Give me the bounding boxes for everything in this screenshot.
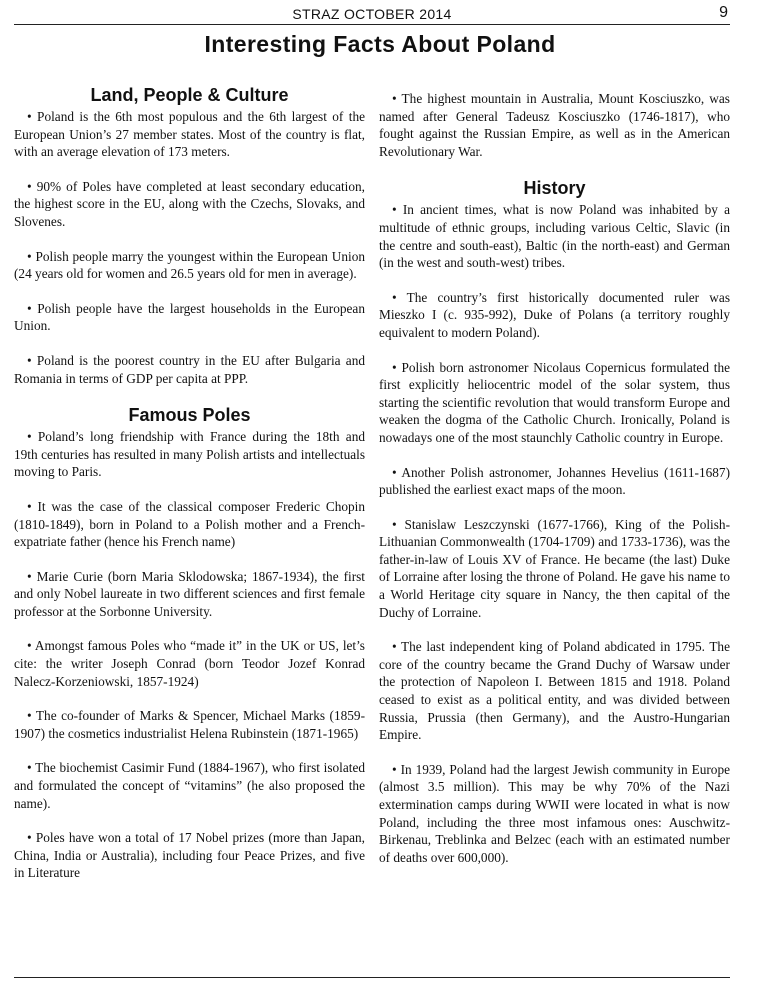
paragraph: • The co-founder of Marks & Spencer, Michael Marks (1859-1907) the cosmetics industrialist Helena Rubinstein (1871-1965): [14, 708, 365, 741]
paragraph: • The country’s first historically documented ruler was Mieszko I (c. 935-992), Duke of Polans (a territory roughly equivalent to modern Poland).: [379, 289, 730, 340]
paragraph: • Stanislaw Leszczynski (1677-1766), King of the Polish-Lithuanian Commonwealth (1704-1709) and 1733-1736), was the father-in-law of Louis XV of France. He became (the last) Duke of Lorraine after losing the throne of Poland. He gave his name to a World Heritage city square in Nancy, the then capital of the Duchy of Lorraine.: [379, 516, 730, 620]
page-header: [14, 6, 730, 25]
paragraph: • 90% of Poles have completed at least secondary education, the highest score in the EU, along with the Czechs, Slovaks, and Slovenes.: [14, 178, 365, 229]
paragraph: • It was the case of the classical composer Frederic Chopin (1810-1849), born in Poland to a Polish mother and a French-expatriate father (hence his French name): [14, 498, 365, 550]
paragraph: • Poles have won a total of 17 Nobel prizes (more than Japan, China, India or Australia), including four Peace Prizes, and five in Literature: [14, 830, 365, 881]
paragraph: • In 1939, Poland had the largest Jewish community in Europe (almost 3.5 million). This may be why 70% of the Nazi extermination camps during WWII were located in what is now Poland, including the three most infamous ones: Auschwitz-Birkenau, Treblinka and Belzec (each with an estimated number of deaths over 600,000).: [379, 761, 730, 865]
section-heading-famous-poles: Famous Poles: [128, 405, 251, 426]
left-column: [14, 84, 365, 882]
paragraph: • Amongst famous Poles who “made it” in the UK or US, let’s cite: the writer Joseph Conrad (born Teodor Jozef Konrad Nalecz-Korzeniowski, 1857-1924): [14, 638, 365, 689]
section-heading-land: Land, People & Culture: [90, 85, 289, 105]
paragraph: • Poland is the poorest country in the EU after Bulgaria and Romania in terms of GDP per capita at PPP.: [14, 352, 365, 386]
paragraph: • Another Polish astronomer, Johannes Hevelius (1611-1687) published the earliest exact maps of the moon.: [379, 464, 730, 498]
article-title: Interesting Facts About Poland: [204, 31, 556, 57]
section-heading-history: History: [523, 178, 586, 199]
paragraph: • The highest mountain in Australia, Mount Kosciuszko, was named after General Tadeusz Kosciuszko (1746-1817), who fought against the Russian Empire, as well as in the American Revolutionary War.: [379, 91, 730, 159]
paragraph: • The biochemist Casimir Fund (1884-1967), who first isolated and formulated the concept of “vitamins” (he also proposed the name).: [14, 760, 365, 811]
paragraph: • Poland’s long friendship with France during the 18th and 19th centuries has resulted in many Polish artists and intellectuals moving to Paris.: [14, 429, 365, 480]
paragraph: • Polish people have the largest households in the European Union.: [14, 300, 365, 334]
page-number: 9: [719, 4, 728, 21]
paragraph: • In ancient times, what is now Poland was inhabited by a multitude of ethnic groups, including various Celtic, Slavic (in the centre and south-east), Baltic (in the north-east) and German (in the west and south-west) tribes.: [379, 202, 730, 271]
running-title: STRAZ OCTOBER 2014: [292, 6, 452, 22]
paragraph: • Marie Curie (born Maria Sklodowska; 1867-1934), the first and only Nobel laureate in two different sciences and first female professor at the Sorbonne University.: [14, 568, 365, 619]
paragraph: • Poland is the 6th most populous and the 6th largest of the European Union’s 27 member states. Most of the country is flat, with an average elevation of 173 meters.: [14, 109, 365, 160]
right-column: [379, 90, 730, 866]
paragraph: • The last independent king of Poland abdicated in 1795. The core of the country became the Grand Duchy of Warsaw under the protection of Napoleon I. Between 1815 and 1918. Poland ceased to exist as a political entity, and was divided between Russia, Prussia (then Germany), and the Austro-Hungarian Empire.: [379, 639, 730, 743]
paragraph: • Polish born astronomer Nicolaus Copernicus formulated the first explicitly heliocentric model of the solar system, thus starting the scientific revolution that would transform Europe and weaken the dogma of the Catholic Church. Ironically, Poland is nowadays one of the most staunchly Catholic country in Europe.: [379, 359, 730, 445]
footer-rule: [14, 977, 730, 978]
paragraph: • Polish people marry the youngest within the European Union (24 years old for women and 26.5 years old for men in average).: [14, 248, 365, 282]
